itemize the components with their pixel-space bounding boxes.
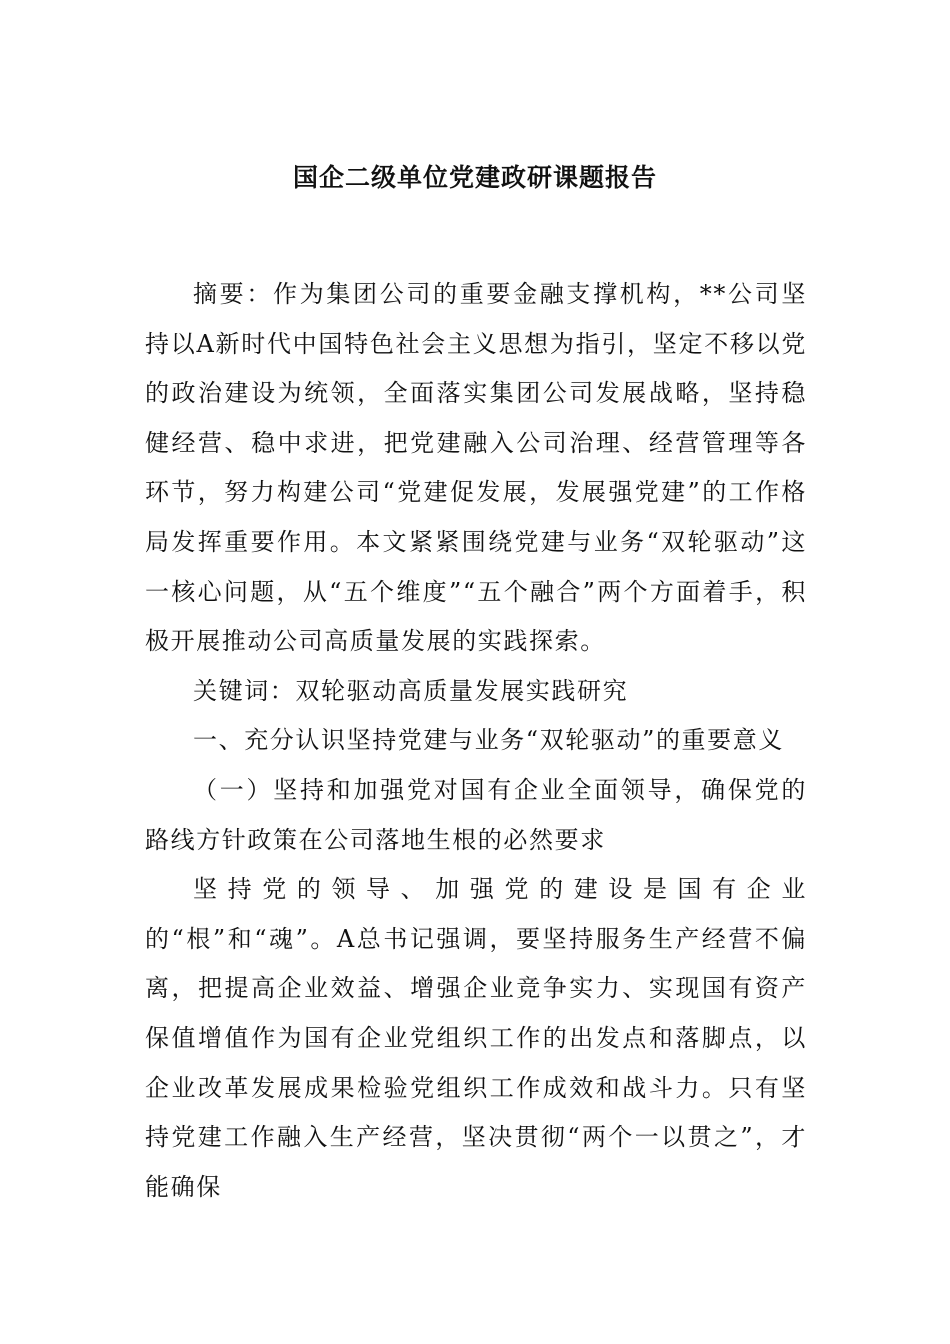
document-body bbox=[145, 270, 807, 1212]
subsection-heading-1: （一）坚持和加强党对国有企业全面领导，确保党的路线方针政策在公司落地生根的必然要求 bbox=[145, 775, 807, 854]
section-heading-1: 一、充分认识坚持党建与业务“双轮驱动”的重要意义 bbox=[193, 726, 784, 755]
body-paragraph: 坚持党的领导、加强党的建设是国有企业的“根”和“魂”。A总书记强调，要坚持服务生产经营不偏离，把提高企业效益、增强企业竞争实力、实现国有资产保值增值作为国有企业党组织工作的出发点和落脚点，以企业改革发展成果检验党组织工作成效和战斗力。只有坚持党建工作融入生产经营，坚决贯彻“两个一以贯之”，才能确保 bbox=[145, 875, 807, 1201]
abstract-paragraph: 摘要：作为集团公司的重要金融支撑机构，**公司坚持以A新时代中国特色社会主义思想为指引，坚定不移以党的政治建设为统领，全面落实集团公司发展战略，坚持稳健经营、稳中求进，把党建融入公司治理、经营管理等各环节，努力构建公司“党建促发展，发展强党建”的工作格局发挥重要作用。本文紧紧围绕党建与业务“双轮驱动”这一核心问题，从“五个维度”“五个融合”两个方面着手，积极开展推动公司高质量发展的实践探索。 bbox=[145, 280, 807, 656]
keywords-paragraph: 关键词：双轮驱动高质量发展实践研究 bbox=[193, 676, 629, 705]
document-title: 国企二级单位党建政研课题报告 bbox=[292, 163, 657, 192]
